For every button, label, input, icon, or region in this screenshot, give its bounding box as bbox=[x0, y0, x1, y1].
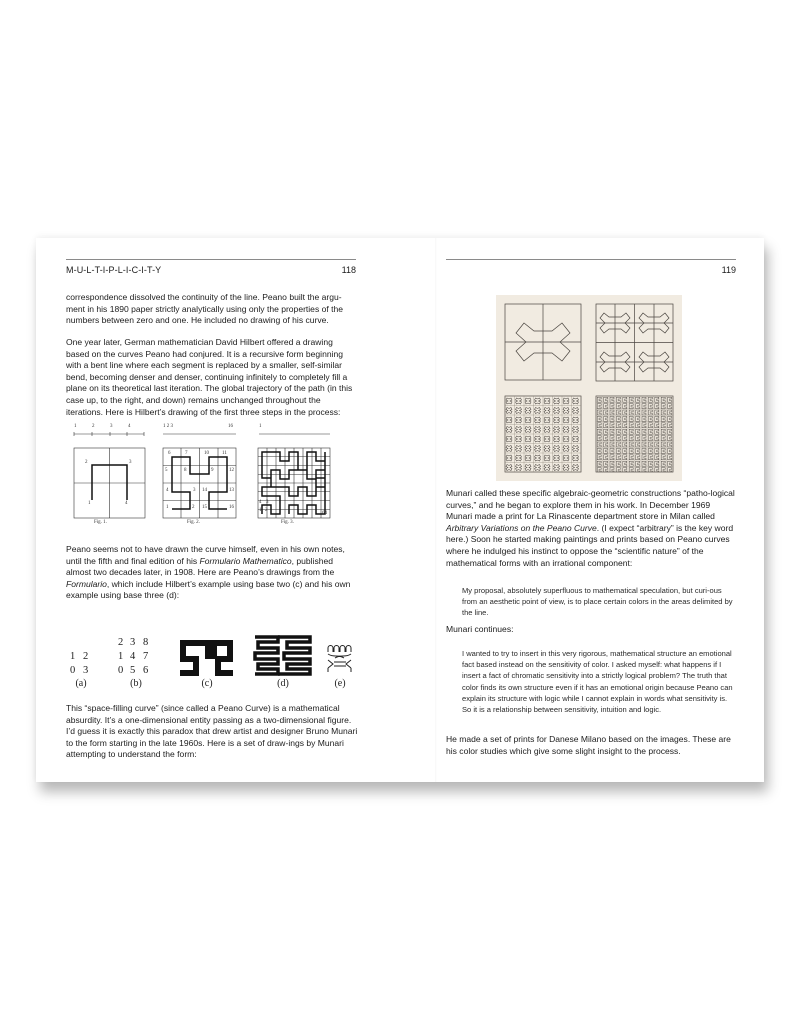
point-label: 8 bbox=[184, 468, 187, 473]
text-run: Peano seems not to have drawn the curve himself, even in his own notes, until the fifth and final edition of his bbox=[66, 544, 345, 566]
scale-label: 4 bbox=[128, 424, 131, 429]
running-head: M-U-L-T-I-P-L-I-C-I-T-Y bbox=[66, 265, 162, 275]
point-label: 2 bbox=[265, 508, 268, 513]
hilbert-figure bbox=[68, 424, 348, 528]
point-label: 14 bbox=[202, 488, 207, 493]
grid-a-cell: 1 bbox=[70, 651, 76, 662]
point-label: 4 bbox=[166, 488, 169, 493]
point-label: 1 bbox=[259, 508, 262, 513]
point-label: 2 bbox=[85, 460, 88, 465]
point-label: 1 bbox=[166, 505, 169, 510]
point-label: 9 bbox=[211, 468, 214, 473]
grid-b-cell: 0 bbox=[118, 665, 124, 676]
grid-a-cell: 0 bbox=[70, 665, 76, 676]
text-run: , which include Hilbert’s example using base two (c) and his own example using base three (d): bbox=[66, 578, 351, 601]
block-quote: My proposal, absolutely superfluous to mathematical speculation, but curi-ous from an aesthetic point of view, is to place certain colors in the areas delimited by the line. bbox=[462, 586, 733, 618]
point-label: 12 bbox=[229, 468, 234, 473]
point-label: 3 bbox=[266, 500, 269, 505]
text-run: , published almost two decades later, in 1908. Here are Peano’s drawings from the bbox=[66, 555, 335, 578]
book-spine bbox=[435, 238, 437, 782]
paragraph: One year later, German mathematician David Hilbert offered a drawing based on the curves Peano had conjured. It is a recursive form beginning with a bent line where each segment is replaced by a smaller, self-similar bend, becoming denser and denser, continuing infinitely to completely fill a plane on its theoretical last iteration. The global trajectory of the path (in this case up, to the right, and down) remains unchanged throughout the iterations. Here is Hilbert’s drawing of the first three steps in the process: bbox=[66, 337, 353, 417]
munari-peano-studies bbox=[496, 295, 682, 481]
point-label: 4 bbox=[125, 501, 128, 506]
scale-label: 3 bbox=[110, 424, 113, 429]
point-label: 13 bbox=[229, 488, 234, 493]
point-label: 1 bbox=[88, 501, 91, 506]
header-rule bbox=[66, 259, 356, 260]
paragraph: Munari continues: bbox=[446, 624, 514, 634]
grid-b-cell: 5 bbox=[130, 665, 136, 676]
paragraph: correspondence dissolved the continuity of the line. Peano built the argu-ment in his 1890 paper strictly analytically using only the properties of the numbers between zero and one. He included no drawing of his curve. bbox=[66, 292, 343, 326]
left-page bbox=[66, 238, 356, 782]
text-run: . (I expect “arbitrary” is the key word here.) Soon he started making paintings and prints based on Peano curves where he indulged his instinct to oppose the “scientific nature” of the mathematical forms with an irrational component: bbox=[446, 522, 734, 568]
block-quote: I wanted to try to insert in this very rigorous, mathematical structure an emotional fact based instead on the sensitivity of color. I asked myself: what happens if I insert a fact of chromatic sensitivity into a strictly logical problem? The truth that color finds its own structure even if it has an emotional origin because Peano can explain its structure with logic while I cannot explain in words what sensitivity is. So it is a relationship between sensitivity, intuition and logic. bbox=[462, 649, 733, 715]
grid-b-cell: 6 bbox=[143, 665, 149, 676]
italic-title: Arbitrary Variations on the Peano Curve bbox=[446, 522, 597, 533]
grid-b-cell: 1 bbox=[118, 651, 124, 662]
grid-b-cell: 4 bbox=[130, 651, 136, 662]
point-label: 7 bbox=[185, 451, 188, 456]
text-run: Munari called these specific algebraic-geometric constructions “patho-logical curves,” and he began to explore them in his work. In December 1969 Munari made a print for La Rinascente department store in Milan called bbox=[446, 488, 735, 522]
figure-label: (d) bbox=[277, 678, 289, 689]
curve-c bbox=[183, 643, 230, 673]
point-label: 11 bbox=[222, 451, 227, 456]
page-number: 118 bbox=[341, 265, 356, 275]
page-number: 119 bbox=[721, 265, 736, 275]
italic-title: Formulario Mathematico bbox=[199, 555, 292, 566]
fig-caption: Fig. 2. bbox=[187, 520, 200, 525]
paragraph: He made a set of prints for Danese Milano based on the images. These are his color studies which give some slight insight to the process. bbox=[446, 734, 731, 756]
point-label: 3 bbox=[129, 460, 132, 465]
curve-e bbox=[328, 646, 351, 673]
point-label: 2 bbox=[192, 505, 195, 510]
grid-b-cell: 2 bbox=[118, 637, 124, 648]
right-page bbox=[446, 238, 736, 782]
scale-label: 1 bbox=[259, 424, 262, 429]
scale-label: 16 bbox=[228, 424, 233, 429]
italic-title: Formulario bbox=[66, 578, 107, 589]
curve-d bbox=[255, 637, 310, 674]
point-label: 4 bbox=[259, 500, 262, 505]
paragraph bbox=[66, 544, 358, 602]
fig-caption: Fig. 1. bbox=[94, 520, 107, 525]
scale-label: 2 bbox=[92, 424, 95, 429]
point-label: 5 bbox=[165, 468, 168, 473]
figure-label: (b) bbox=[130, 678, 142, 689]
grid-b-cell: 8 bbox=[143, 637, 149, 648]
hilbert-curves-illustration bbox=[68, 424, 348, 528]
point-label: 15 bbox=[202, 505, 207, 510]
munari-drawings-plate bbox=[496, 295, 682, 481]
point-label: 16 bbox=[229, 505, 234, 510]
peano-curve-drawings bbox=[66, 614, 358, 680]
point-label: 3 bbox=[193, 488, 196, 493]
grid-b-cell: 3 bbox=[130, 637, 136, 648]
figure-label: (e) bbox=[334, 678, 346, 689]
grid-a-cell: 2 bbox=[83, 651, 89, 662]
fig-caption: Fig. 3. bbox=[281, 520, 294, 525]
curve-iteration-4 bbox=[596, 396, 673, 472]
paragraph: This “space-filling curve” (since called a Peano Curve) is a mathematical absurdity. It’s a one-dimensional entity passing as a two-dimensional figure. I’d guess it is exactly this paradox that drew artist and designer Bruno Munari to the form starting in the late 1960s. Here is a set of draw-ings by Munari attempting to understand the form: bbox=[66, 703, 358, 760]
header-rule bbox=[446, 259, 736, 260]
paragraph bbox=[446, 488, 738, 569]
scale-label: 1 2 3 bbox=[163, 424, 173, 429]
book-spread bbox=[36, 238, 764, 782]
point-label: 64 bbox=[322, 511, 327, 516]
curve-iteration-3 bbox=[505, 396, 581, 472]
figure-label: (c) bbox=[201, 678, 213, 689]
point-label: 6 bbox=[168, 451, 171, 456]
figure-label: (a) bbox=[75, 678, 87, 689]
point-label: 10 bbox=[204, 451, 209, 456]
grid-b-cell: 7 bbox=[143, 651, 149, 662]
scale-label: 1 bbox=[74, 424, 77, 429]
grid-a-cell: 3 bbox=[83, 665, 89, 676]
peano-figure bbox=[66, 614, 358, 694]
